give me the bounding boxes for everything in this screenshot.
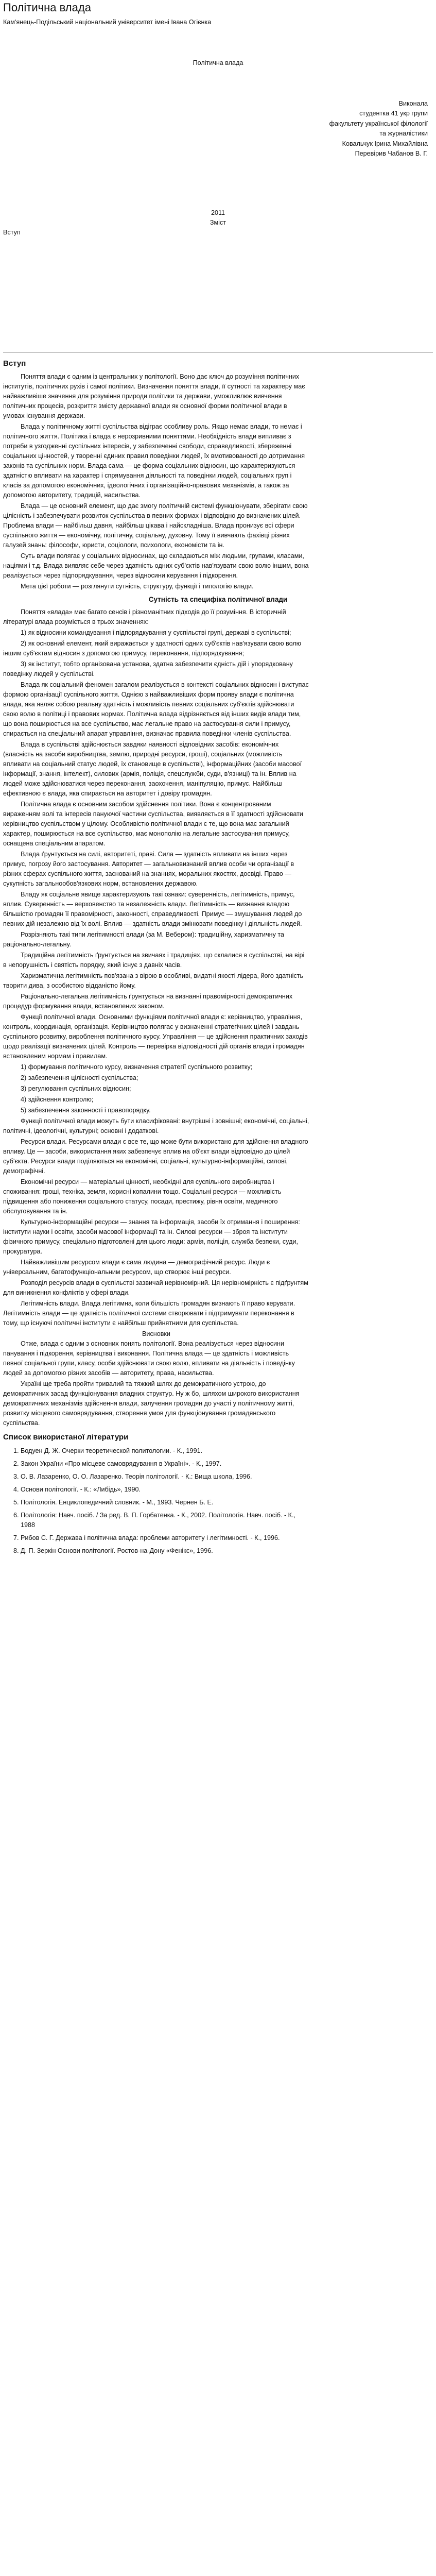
section1-paragraph: Влада в суспільстві здійснюється завдяки наявності відповідних засобів: економічних (власність на засоби виробництва, землю, природні ресурси, гроші), соціальних (можливість впливати на соціальний статус людей, їх становище в суспільстві), інформаційних (засоби масової інформації, знання, інтелект), силових (армія, поліція, спецслужби, суди, в'язниці) та ін. Вплив на людей може здійснюватися через переконання, заохочення, маніпуляцію, примус. Найбільш ефективною є влада, яка спирається на авторитет і довіру громадян. bbox=[3, 741, 302, 798]
section1-paragraph: 1) як відносини командування і підпорядкування у суспільстві групі, державі в суспільстві; bbox=[21, 629, 291, 637]
literature-item: 4. Основи політології. - К.: «Либідь», 1990. bbox=[21, 1485, 309, 1495]
author-line: та журналістики bbox=[379, 130, 428, 138]
literature-heading: Список використаної літератури bbox=[3, 1433, 129, 1442]
intro-paragraph: Мета цієї роботи — розглянути сутність, структуру, функції і типологію влади. bbox=[21, 583, 254, 590]
literature-item: 3. О. В. Лазаренко, О. О. Лазаренко. Теорія політології. - К.: Вища школа, 1996. bbox=[21, 1472, 309, 1482]
conclusion-paragraph: Україні ще треба пройти тривалий та тяжкий шлях до демократичного устрою, до демократичних засад функціонування владних структур. Ну ж бо, шляхом широкого використання демократичних механізмів здійснення влади, залучення громадян до участі у політичному житті, розвитку місцевого самоврядування, створення умов для функціонування громадянського суспільства. bbox=[3, 1380, 300, 1427]
section2-paragraph: 3) регулювання суспільних відносин; bbox=[21, 1085, 131, 1093]
intro-paragraph: Поняття влади є одним із центральних у політології. Воно дає ключ до розуміння політичних інститутів, політичних рухів і самої політики. Визначення поняття влади, її сутності та характеру має найважливіше значення для розуміння природи політики та держави, уможливлює вивчення політичних процесів, розкриття змісту державної влади як основної форми політичної влади в умовах існування держави. bbox=[3, 373, 305, 420]
author-line: Виконала bbox=[398, 100, 428, 107]
section2-paragraph: Легітимність влади. Влада легітимна, коли більшість громадян визнають її право керувати. Легітимність влади — це здатність політичної системи створювати і підтримувати переконання в тому, що існуючі політичні інститути є найбільш прийнятними для суспільства. bbox=[3, 1300, 295, 1327]
section1-heading: Сутність та специфіка політичної влади bbox=[148, 596, 288, 604]
intro-body bbox=[3, 372, 433, 591]
literature-item: 6. Політологія: Навч. посіб. / За ред. В. П. Горбатенка. - К., 2002. Політологія. Навч. посіб. - К., 1988 bbox=[21, 1511, 309, 1530]
document-type: Політична влада bbox=[193, 59, 243, 66]
section2-paragraph: 4) здійснення контролю; bbox=[21, 1096, 94, 1104]
section1-paragraph: Раціонально-легальна легітимність ґрунтується на визнанні правомірності демократичних процедур формування влади, встановлених законом. bbox=[3, 993, 293, 1010]
section1-paragraph: Влада як соціальний феномен загалом реалізується в контексті соціальних відносин і виступає формою організації суспільного життя. Однією з найважливіших форм прояву влади є політична влада, яка являє собою реальну здатність і можливість певних соціальних суб'єктів здійснювати свою волю в політиці і правових нормах. Політична влада відрізняється від інших видів влади тим, що вона поширюється на все суспільство, має легальне право на застосування сили і примусу, спирається на спеціальний апарат управління, визначає правила поведінки членів суспільства. bbox=[3, 681, 309, 738]
section2-paragraph: Найважливішим ресурсом влади є сама людина — демографічний ресурс. Люди є універсальним, багатофункціональним ресурсом, що створює інші ресурси. bbox=[3, 1259, 270, 1276]
author-line: Ковальчук Ірина Михайлівна bbox=[342, 140, 428, 147]
university-name: Кам'янець-Подільський національний університет імені Івана Огієнка bbox=[3, 19, 212, 26]
section2-paragraph: Економічні ресурси — матеріальні цінності, необхідні для суспільного виробництва і споживання: гроші, техніка, земля, корисні копалини тощо. Соціальні ресурси — можливість підвищення або пониження соціального статусу, посади, престижу, рівня освіти, медичного обслуговування та ін. bbox=[3, 1178, 282, 1215]
section1-paragraph: 3) як інститут, тобто організована установа, здатна забезпечити єдність дій і упорядковану поведінку людей у суспільстві. bbox=[3, 660, 293, 678]
literature-item: 8. Д. П. Зеркін Основи політології. Ростов-на-Дону «Фенікс», 1996. bbox=[21, 1546, 309, 1556]
literature-item: 5. Політологія. Енциклопедичний словник. - М., 1993. Чернен Б. Е. bbox=[21, 1498, 309, 1507]
author-line: студентка 41 укр групи bbox=[359, 110, 428, 117]
literature-item: 7. Рибов С. Г. Держава і політична влада: проблеми авторитету і легітимності. - К., 1996. bbox=[21, 1533, 309, 1543]
document-title: Політична влада bbox=[3, 1, 91, 14]
section1-paragraph: Харизматична легітимність пов'язана з вірою в особливі, видатні якості лідера, його здатність творити дива, з особистою відданістю йому. bbox=[3, 972, 304, 990]
section1-paragraph: Влада ґрунтується на силі, авторитеті, праві. Сила — здатність впливати на інших через примус, погрозу його застосування. Авторитет — загальновизнаний вплив особи чи організації в різних сферах суспільного життя, заснований на знаннях, моральних якостях, досвіді. Право — сукупність загальнообов'язкових норм, встановлених державою. bbox=[3, 851, 294, 888]
section1-paragraph: Владу як соціальне явище характеризують такі ознаки: суверенність, легітимність, примус, вплив. Суверенність — верховенство та незалежність влади. Легітимність — визнання владою більшістю громадян її правомірності, законності, справедливості. Примус — змушування людей до певних дій незалежно від їх волі. Вплив — здатність влади змінювати поведінку і діяльність людей. bbox=[3, 891, 302, 928]
intro-heading: Вступ bbox=[3, 359, 26, 368]
intro-paragraph: Влада — це основний елемент, що дає змогу політичній системі функціонувати, зберігати свою цілісність і забезпечувати розвиток суспільства в певних формах і відповідно до визначених цілей. Проблема влади — найбільш давня, найбільш цікава і найскладніша. Влада пронизує всі сфери суспільного життя — економічну, політичну, соціальну, духовну. Тому її вивчають фахівці різних галузей знань: філософи, юристи, соціологи, психологи, економісти та ін. bbox=[3, 502, 308, 549]
section2-paragraph: Ресурси влади. Ресурсами влади є все те, що може бути використано для здійснення владного впливу. Це — засоби, використання яких забезпечує вплив на об'єкт влади відповідно до цілей суб'єкта. Ресурси влади поділяються на економічні, соціальні, культурно-інформаційні, силові, демографічні. bbox=[3, 1138, 308, 1175]
conclusion-paragraph: Отже, влада є одним з основних понять політології. Вона реалізується через відносини панування і підкорення, керівництва і виконання. Політична влада — це здатність і можливість певної соціальної групи, класу, особи здійснювати свою волю, впливати на діяльність і поведінку людей за допомогою різних засобів — авторитету, права, насильства. bbox=[3, 1340, 295, 1377]
section1-paragraph: 2) як основний елемент, який виражається у здатності одних суб'єктів нав'язувати свою волю іншим суб'єктам відносин з допомогою примусу, переконання, підпорядкування; bbox=[3, 640, 302, 657]
author-line: факультету української філології bbox=[329, 120, 428, 127]
literature-item: 1. Бодуен Д. Ж. Очерки теоретической политологии. - К., 1991. bbox=[21, 1446, 309, 1456]
section1-body bbox=[3, 607, 433, 1011]
section2-body bbox=[3, 1012, 433, 1328]
section1-paragraph: Поняття «влада» має багато сенсів і різноманітних підходів до її розуміння. В історичній літературі влада розуміється в трьох значеннях: bbox=[3, 608, 286, 626]
section2-paragraph: Функції політичної влади. Основними функціями політичної влади є: керівництво, управління, контроль, координація, організація. Керівництво полягає у визначенні стратегічних цілей і завдань суспільного розвитку, вироблення політичного курсу. Управління — це здійснення практичних заходів щодо реалізації визначених цілей. Контроль — перевірка відповідності дій органів влади і громадян встановленим нормам і правилам. bbox=[3, 1013, 308, 1060]
intro-label: Вступ bbox=[3, 229, 21, 236]
intro-paragraph: Влада у політичному житті суспільства відіграє особливу роль. Якщо немає влади, то немає і політичного життя. Політика і влада є нерозривними поняттями. Необхідність влади випливає з потреби в узгодженні суспільних інтересів, у забезпеченні свободи, справедливості, збереженні соціальних цінностей, у творенні єдиних правил поведінки людей, їх вмотивованості до дотримання законів та суспільних норм. Влада сама — це форма соціальних відносин, що характеризуються здатністю впливати на характер і спрямування діяльності та поведінки людей, соціальних груп і класів за допомогою економічних, ідеологічних і організаційно-правових механізмів, а також за допомогою авторитету, традицій, насильства. bbox=[3, 423, 305, 499]
section2-paragraph: Розподіл ресурсів влади в суспільстві зазвичай нерівномірний. Ця нерівномірність є підґрунтям для виникнення конфліктів у сфері влади. bbox=[3, 1279, 308, 1297]
section2-paragraph: 5) забезпечення законності і правопорядку. bbox=[21, 1107, 151, 1114]
section2-paragraph: 2) забезпечення цілісності суспільства; bbox=[21, 1074, 138, 1082]
section1-paragraph: Розрізняють такі типи легітимності влади (за М. Вебером): традиційну, харизматичну та раціонально-легальну. bbox=[3, 931, 285, 948]
literature-list bbox=[3, 1446, 433, 1556]
section1-paragraph: Політична влада є основним засобом здійснення політики. Вона є концентрованим вираженням волі та інтересів пануючої частини суспільства, виявляється в її здатності здійснювати керівництво суспільством у цілому. Особливістю політичної влади є те, що вона має загальний характер, поширюється на все суспільство, має монополію на легальне застосування примусу, оснащена спеціальним апаратом. bbox=[3, 801, 303, 848]
toc-label: Зміст bbox=[210, 219, 226, 227]
conclusion-label: Висновки bbox=[142, 1330, 170, 1338]
document-year: 2011 bbox=[211, 209, 225, 217]
intro-paragraph: Суть влади полягає у соціальних відносинах, що складаються між людьми, групами, класами, націями і т.д. Влада виявляє себе через здатність одних суб'єктів нав'язувати свою волю іншим, вона реалізується через підпорядкування, через відносини керування і підкорення. bbox=[3, 552, 309, 580]
author-block bbox=[3, 99, 433, 159]
author-line: Перевірив Чабанов В. Г. bbox=[355, 150, 428, 158]
conclusion-body bbox=[3, 1339, 433, 1428]
section1-paragraph: Традиційна легітимність ґрунтується на звичаях і традиціях, що склалися в суспільстві, на вірі в непорушність і святість порядку, який існує з давніх часів. bbox=[3, 952, 305, 969]
section2-paragraph: Культурно-інформаційні ресурси — знання та інформація, засоби їх отримання і поширення: інститути науки і освіти, засоби масової інформації та ін. Силові ресурси — зброя та інститути фізичного примусу, спеціально підготовлені для цього люди: армія, поліція, служба безпеки, суди, прокуратура. bbox=[3, 1218, 300, 1256]
section2-paragraph: 1) формування політичного курсу, визначення стратегії суспільного розвитку; bbox=[21, 1063, 253, 1071]
literature-item: 2. Закон України «Про місцеве самоврядування в Україні». - К., 1997. bbox=[21, 1459, 309, 1469]
section2-paragraph: Функції політичної влади можуть бути класифіковані: внутрішні і зовнішні; економічні, соціальні, політичні, ідеологічні, культурні; основні і додаткові. bbox=[3, 1117, 309, 1135]
